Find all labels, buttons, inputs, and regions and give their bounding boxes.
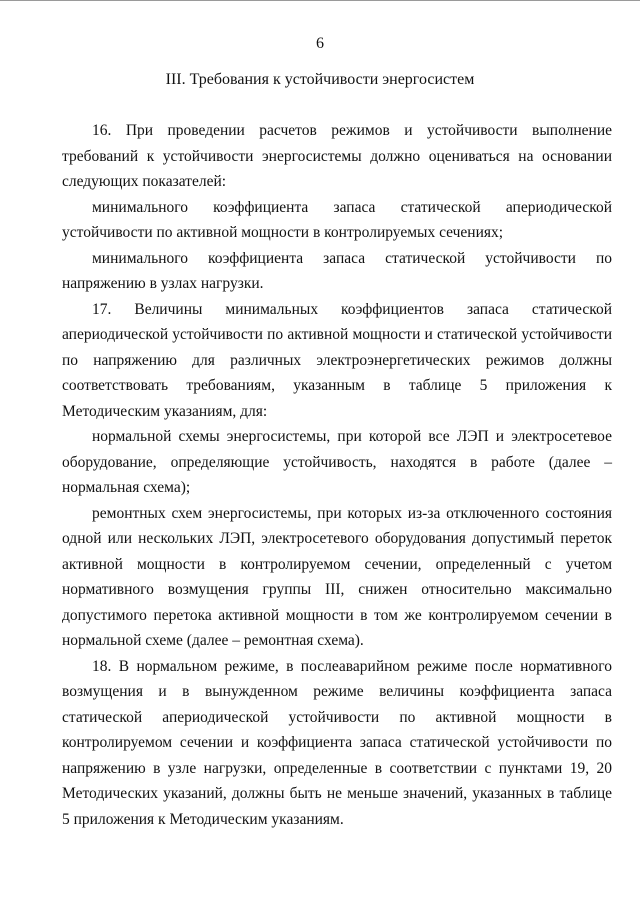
paragraph-16-item-1: минимального коэффициента запаса статической апериодической устойчивости по активной мощности в контролируемых сечениях; bbox=[62, 198, 612, 241]
paragraph-18: 18. В нормальном режиме, в послеаварийном режиме после нормативного возмущения и в вынужденном режиме величины коэффициента запаса статической апериодической устойчивости по активной мощности в контролируемом сечении и коэффициента запаса статической устойчивости по напряжению в узле нагрузки, определенные в соответствии с пунктами 19, 20 Методических указаний, должны быть не меньше значений, указанных в таблице 5 приложения к Методическим указаниям. bbox=[62, 657, 612, 828]
paragraph-17-item-1: нормальной схемы энергосистемы, при которой все ЛЭП и электросетевое оборудование, определяющие устойчивость, находятся в работе (далее – нормальная схема); bbox=[62, 428, 612, 496]
paragraph-16: 16. При проведении расчетов режимов и устойчивости выполнение требований к устойчивости энергосистемы должно оцениваться на основании следующих показателей: bbox=[62, 122, 612, 190]
paragraph-17: 17. Величины минимальных коэффициентов запаса статической апериодической устойчивости по активной мощности и статической устойчивости по напряжению для различных электроэнергетических режимов должны соответствовать требованиям, указанным в таблице 5 приложения к Методическим указаниям, для: bbox=[62, 300, 612, 420]
paragraph-17-item-2: ремонтных схем энергосистемы, при которых из-за отключенного состояния одной или нескольких ЛЭП, электросетевого оборудования допустимый переток активной мощности в контролируемом сечении, определенный с учетом нормативного возмущения группы III, снижен относительно максимально допустимого перетока активной мощности в том же контролируемом сечении в нормальной схеме (далее – ремонтная схема). bbox=[62, 504, 612, 649]
section-heading: III. Требования к устойчивости энергосистем bbox=[165, 71, 475, 88]
paragraph-16-item-2: минимального коэффициента запаса статической устойчивости по напряжению в узлах нагрузки. bbox=[62, 249, 612, 292]
top-edge-rule bbox=[0, 0, 640, 1]
body-text bbox=[62, 118, 612, 832]
page-number: 6 bbox=[316, 35, 324, 52]
